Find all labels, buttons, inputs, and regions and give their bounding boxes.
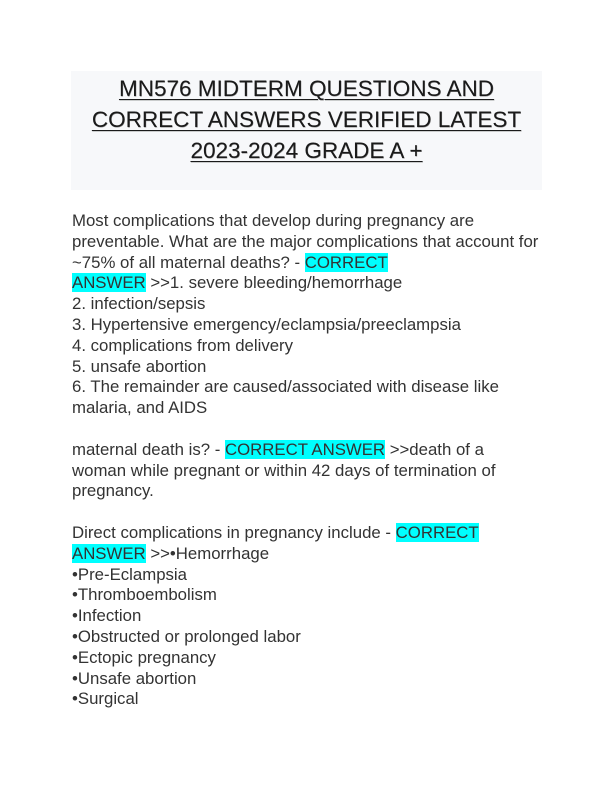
qa-item <box>72 440 542 502</box>
qa-question <box>72 211 542 294</box>
correct-answer-label: ANSWER <box>72 273 146 293</box>
question-text: Direct complications in pregnancy include - <box>72 522 396 542</box>
qa-item <box>72 523 542 710</box>
answer-line: •Surgical <box>72 689 139 709</box>
title-line: CORRECT ANSWERS VERIFIED LATEST <box>91 107 522 132</box>
correct-answer-label: ANSWER <box>72 543 146 563</box>
answer-text: >>•Hemorrhage <box>145 543 270 563</box>
correct-answer-label: CORRECT <box>395 522 479 542</box>
question-text: Most complications that develop during pregnancy are preventable. What are the major complications that account for ~75% of all maternal deaths? - <box>72 211 539 272</box>
title-box <box>71 71 542 190</box>
answer-line: 4. complications from delivery <box>72 335 294 355</box>
qa-question <box>72 523 542 565</box>
document-body <box>72 211 542 710</box>
answer-line: •Ectopic pregnancy <box>72 647 216 667</box>
answer-line: 2. infection/sepsis <box>72 294 206 314</box>
qa-item <box>72 211 542 419</box>
document-title <box>71 71 542 166</box>
answer-line: 3. Hypertensive emergency/eclampsia/preeclampsia <box>72 314 461 334</box>
answer-line: •Obstructed or prolonged labor <box>72 626 301 646</box>
answer-text: >>death of a woman while pregnant or within 42 days of termination of pregnancy. <box>72 439 496 501</box>
title-line: 2023-2024 GRADE A + <box>190 138 423 163</box>
answer-line: 5. unsafe abortion <box>72 356 207 376</box>
correct-answer-label: CORRECT <box>304 252 388 272</box>
question-text: maternal death is? - <box>72 439 225 459</box>
title-line: MN576 MIDTERM QUESTIONS AND <box>118 76 495 101</box>
answer-line: 6. The remainder are caused/associated with disease like malaria, and AIDS <box>72 377 499 418</box>
answer-line: •Pre-Eclampsia <box>72 564 187 584</box>
qa-question <box>72 440 542 502</box>
answer-line: •Thromboembolism <box>72 585 217 605</box>
answer-text: >>1. severe bleeding/hemorrhage <box>145 273 403 293</box>
correct-answer-label: CORRECT ANSWER <box>224 439 386 459</box>
answer-line: •Infection <box>72 606 142 626</box>
answer-line: •Unsafe abortion <box>72 668 197 688</box>
